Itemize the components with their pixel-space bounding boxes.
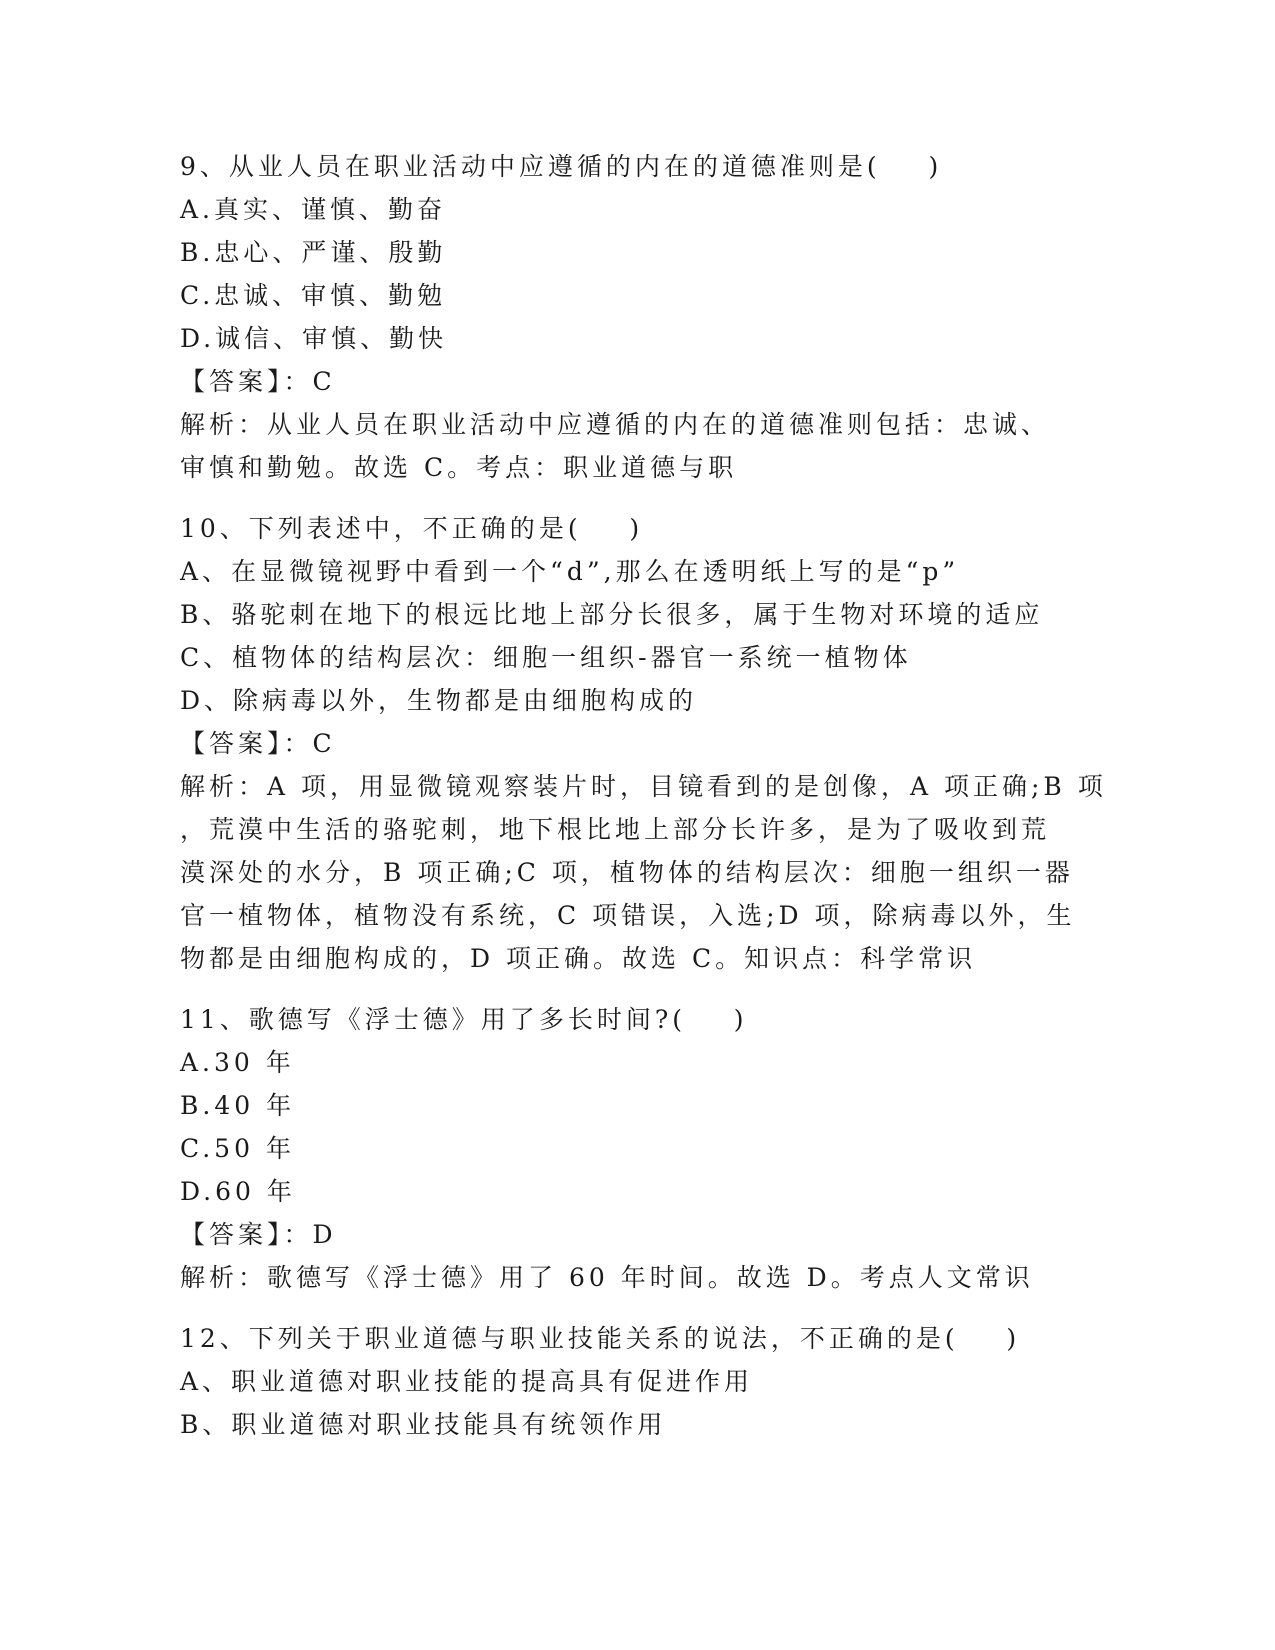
option-c: C.50 年 [180, 1134, 295, 1163]
question-10 [180, 507, 1107, 980]
option-c: C、植物体的结构层次：细胞一组织-器官一系统一植物体 [180, 643, 912, 672]
option-a: A.30 年 [180, 1048, 295, 1077]
analysis-line: 漠深处的水分，B 项正确;C 项，植物体的结构层次：细胞一组织一器 [180, 858, 1074, 887]
question-stem: 9、从业人员在职业活动中应遵循的内在的道德准则是( ) [180, 152, 943, 181]
answer: 【答案】：D [180, 1220, 337, 1249]
analysis-line: 审慎和勤勉。故选 C。考点：职业道德与职 [180, 453, 738, 482]
answer: 【答案】：C [180, 729, 336, 758]
question-stem: 12、下列关于职业道德与职业技能关系的说法，不正确的是( ) [180, 1324, 1021, 1353]
option-d: D.诚信、审慎、勤快 [180, 324, 448, 353]
option-d: D、除病毒以外，生物都是由细胞构成的 [180, 686, 698, 715]
analysis-line: ，荒漠中生活的骆驼刺，地下根比地上部分长许多，是为了吸收到荒 [180, 815, 1051, 844]
question-9 [180, 145, 1080, 489]
analysis-line: 解析：A 项，用显微镜观察装片时，目镜看到的是创像，A 项正确;B 项 [180, 772, 1107, 801]
option-c: C.忠诚、审慎、勤勉 [180, 281, 447, 310]
option-b: B.忠心、严谨、殷勤 [180, 238, 447, 267]
document-page [180, 145, 1107, 1464]
option-a: A、职业道德对职业技能的提高具有促进作用 [180, 1367, 754, 1396]
question-12 [180, 1317, 1080, 1446]
option-b: B、骆驼刺在地下的根远比地上部分长很多，属于生物对环境的适应 [180, 600, 1044, 629]
analysis-line: 解析：歌德写《浮士德》用了 60 年时间。故选 D。考点人文常识 [180, 1263, 1034, 1292]
option-a: A.真实、谨慎、勤奋 [180, 195, 447, 224]
analysis-line: 官一植物体，植物没有系统，C 项错误，入选;D 项，除病毒以外，生 [180, 901, 1076, 930]
question-stem: 10、下列表述中，不正确的是( ) [180, 514, 644, 543]
option-a: A、在显微镜视野中看到一个“d”,那么在透明纸上写的是“p” [180, 557, 960, 586]
answer: 【答案】：C [180, 367, 336, 396]
analysis-line: 物都是由细胞构成的，D 项正确。故选 C。知识点：科学常识 [180, 944, 977, 973]
analysis-line: 解析：从业人员在职业活动中应遵循的内在的道德准则包括：忠诚、 [180, 410, 1051, 439]
option-b: B.40 年 [180, 1091, 296, 1120]
option-d: D.60 年 [180, 1177, 296, 1206]
question-11 [180, 998, 1080, 1299]
option-b: B、职业道德对职业技能具有统领作用 [180, 1410, 667, 1439]
question-stem: 11、歌德写《浮士德》用了多长时间?( ) [180, 1005, 748, 1034]
